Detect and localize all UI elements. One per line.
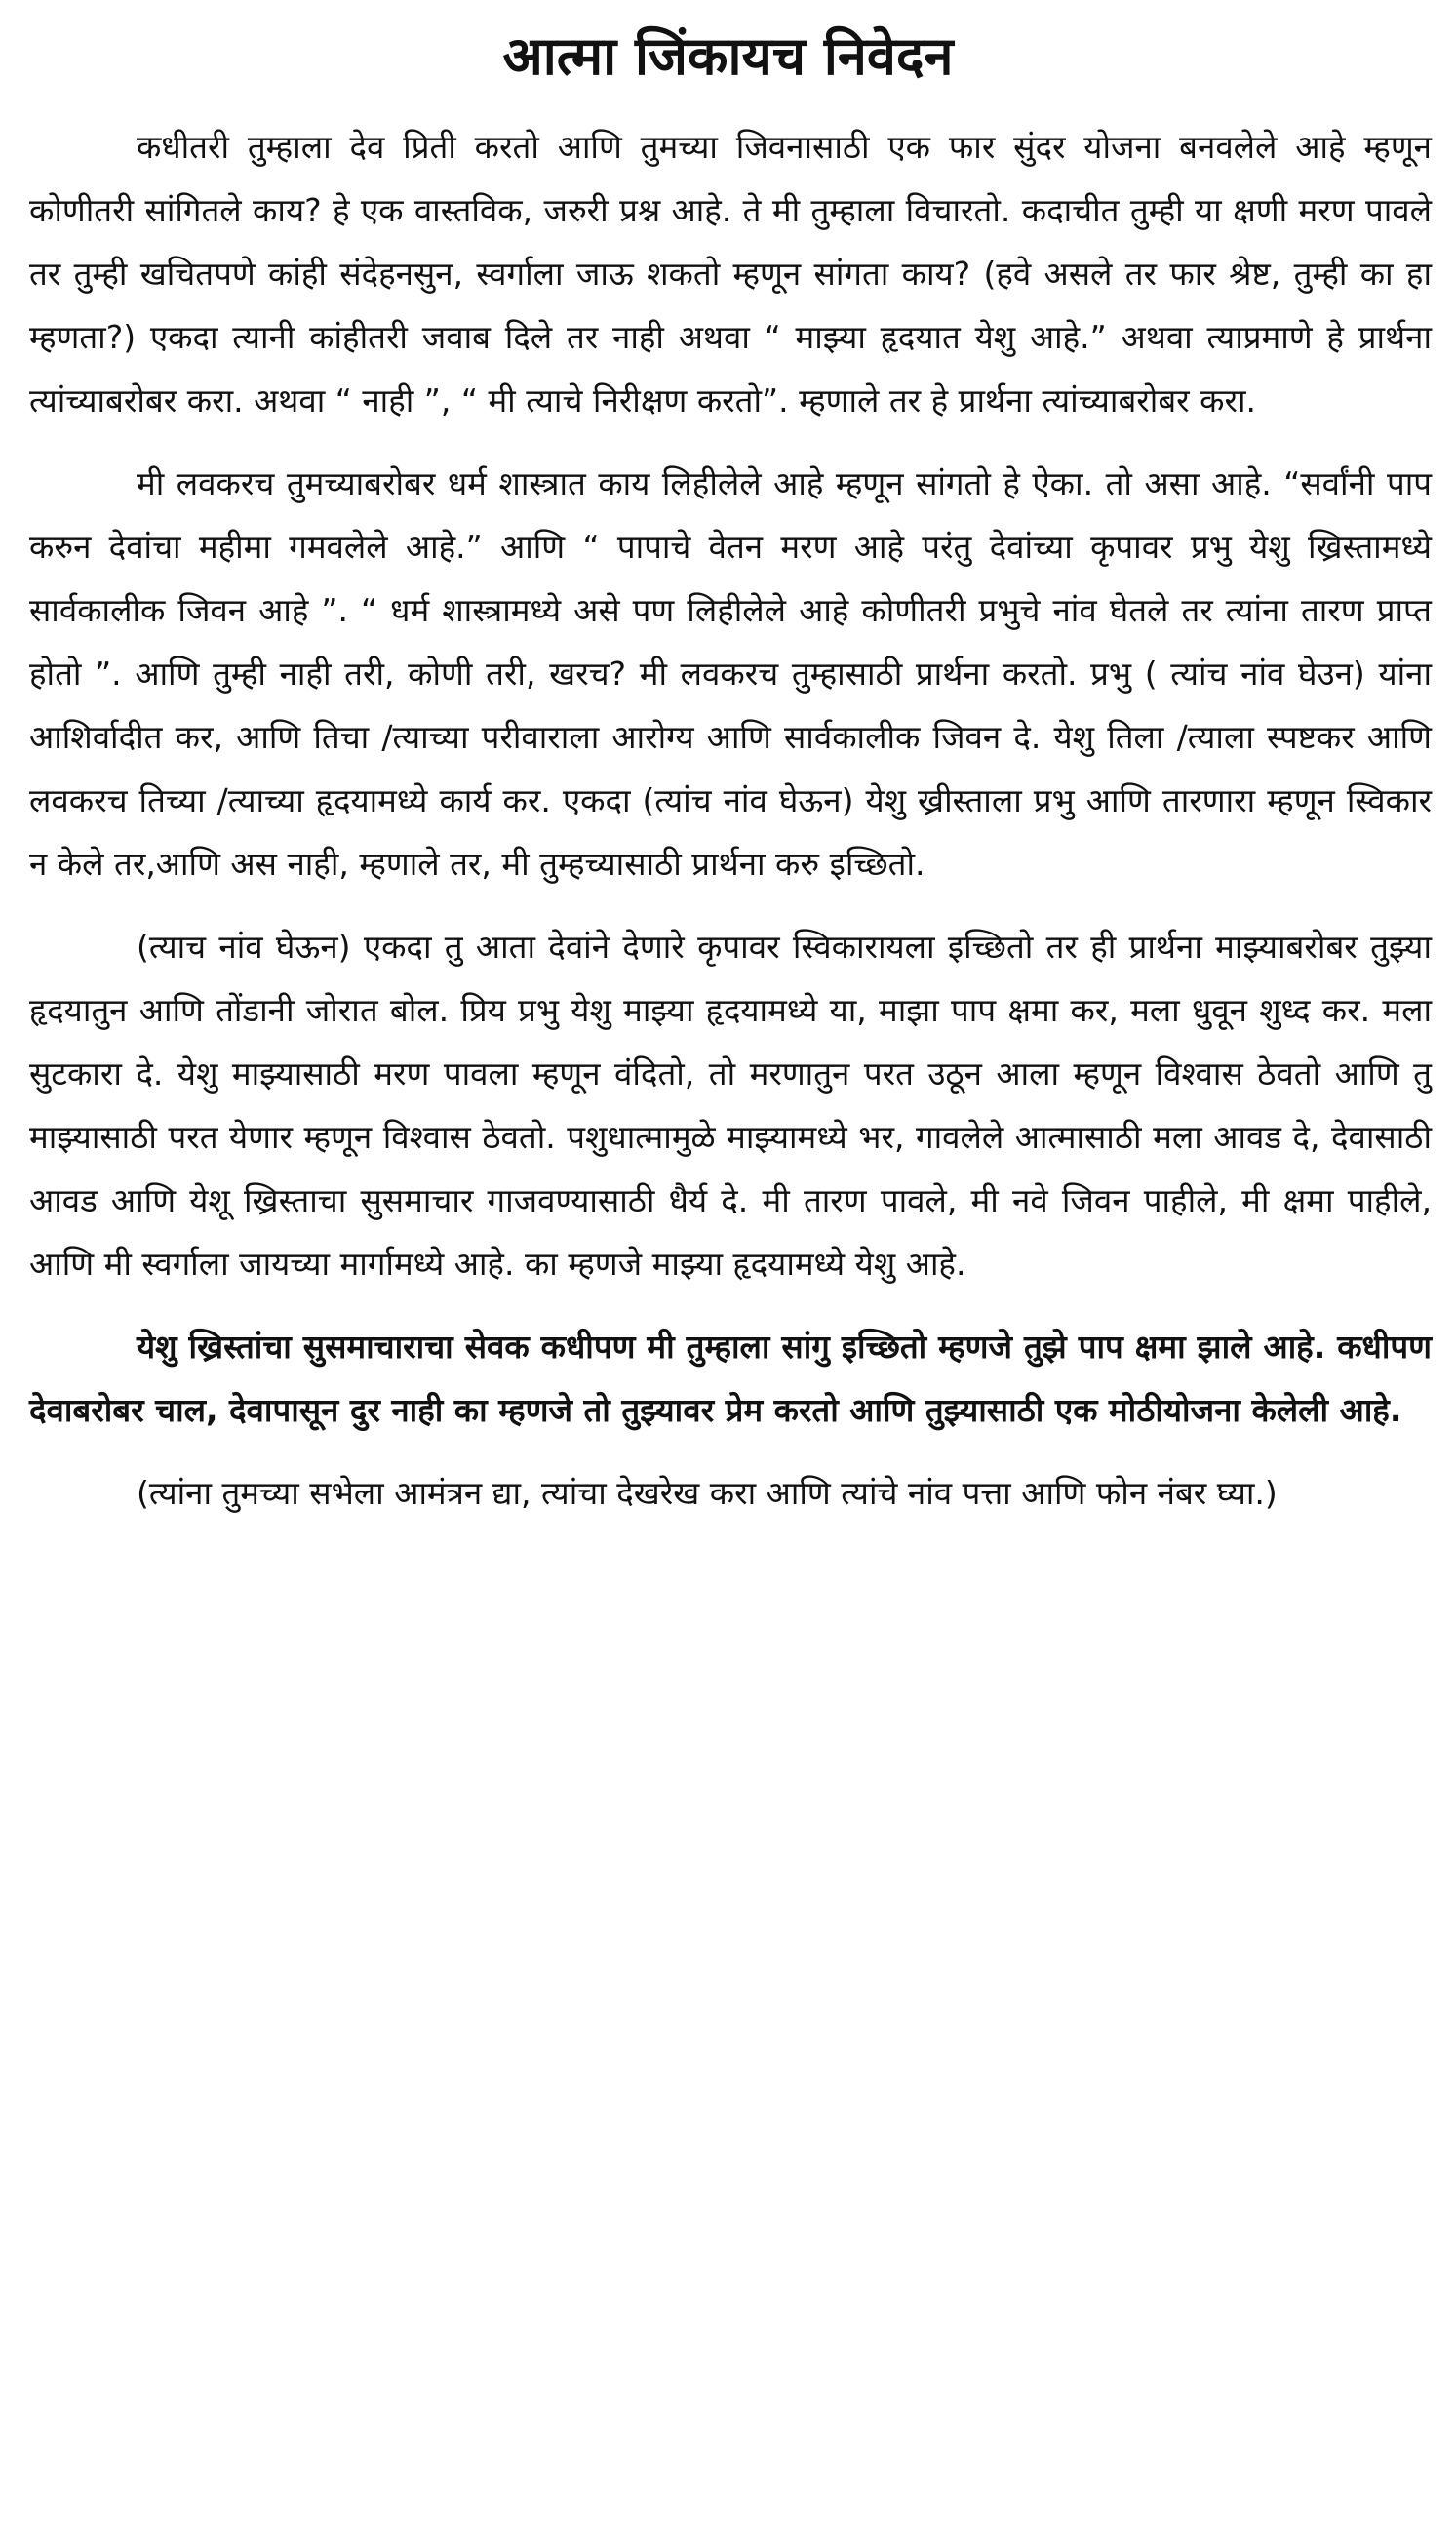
document-title: आत्मा जिंकायच निवेदन (502, 25, 954, 87)
document-body (29, 115, 1432, 1525)
paragraph-prayer: (त्याच नांव घेऊन) एकदा तु आता देवांने देणारे कृपावर स्विकारायला इच्छितो तर ही प्रार्थना माझ्याबरोबर तुझ्या हृदयातुन आणि तोंडानी जोरात बोल. प्रिय प्रभु येशु माझ्या हृदयामध्ये या, माझा पाप क्षमा कर, मला धुवून शुध्द कर. मला सुटकारा दे. येशु माझ्यासाठी मरण पावला म्हणून वंदितो, तो मरणातुन परत उठून आला म्हणून विश्वास ठेवतो आणि तु माझ्यासाठी परत येणार म्हणून विश्वास ठेवतो. पशुधात्मामुळे माझ्यामध्ये भर, गावलेले आत्मासाठी मला आवड दे, देवासाठी आवड आणि येशू ख्रिस्ताचा सुसमाचार गाजवण्यासाठी धैर्य दे. मी तारण पावले, मी नवे जिवन पाहीले, मी क्षमा पाहीले, आणि मी स्वर्गाला जायच्या मार्गामध्ये आहे. का म्हणजे माझ्या हृदयामध्ये येशु आहे. (29, 928, 1432, 1283)
paragraph-scripture: मी लवकरच तुमच्याबरोबर धर्म शास्त्रात काय लिहीलेले आहे म्हणून सांगतो हे ऐका. तो असा आहे. “सर्वांनी पाप करुन देवांचा महीमा गमवलेले आहे.” आणि “ पापाचे वेतन मरण आहे परंतु देवांच्या कृपावर प्रभु येशु ख्रिस्तामध्ये सार्वकालीक जिवन आहे ”. “ धर्म शास्त्रामध्ये असे पण लिहीलेले आहे कोणीतरी प्रभुचे नांव घेतले तर त्यांना तारण प्राप्त होतो ”. आणि तुम्ही नाही तरी, कोणी तरी, खरच? मी लवकरच तुम्हासाठी प्रार्थना करतो. प्रभु ( त्यांच नांव घेउन) यांना आशिर्वादीत कर, आणि तिचा /त्याच्या परीवाराला आरोग्य आणि सार्वकालीक जिवन दे. येशु तिला /त्याला स्पष्टकर आणि लवकरच तिच्या /त्याच्या हृदयामध्ये कार्य कर. एकदा (त्यांच नांव घेऊन) येशु ख्रीस्ताला प्रभु आणि तारणारा म्हणून स्विकार न केले तर,आणि अस नाही, म्हणाले तर, मी तुम्हच्यासाठी प्रार्थना करु इच्छितो. (29, 464, 1432, 883)
paragraph-assurance: येशु ख्रिस्तांचा सुसमाचाराचा सेवक कधीपण मी तुम्हाला सांगु इच्छितो म्हणजे तुझे पाप क्षमा झाले आहे. कधीपण देवाबरोबर चाल, देवापासून दुर नाही का म्हणजे तो तुझ्यावर प्रेम करतो आणि तुझ्यासाठी एक मोठीयोजना केलेली आहे. (29, 1328, 1432, 1429)
paragraph-followup-note: (त्यांना तुमच्या सभेला आमंत्रन द्या, त्यांचा देखरेख करा आणि त्यांचे नांव पत्ता आणि फोन नंबर घ्या.) (137, 1474, 1278, 1512)
paragraph-intro: कधीतरी तुम्हाला देव प्रिती करतो आणि तुमच्या जिवनासाठी एक फार सुंदर योजना बनवलेले आहे म्हणून कोणीतरी सांगितले काय? हे एक वास्तविक, जरुरी प्रश्न आहे. ते मी तुम्हाला विचारतो. कदाचीत तुम्ही या क्षणी मरण पावले तर तुम्ही खचितपणे कांही संदेहनसुन, स्वर्गाला जाऊ शकतो म्हणून सांगता काय? (हवे असले तर फार श्रेष्ट, तुम्ही का हा म्हणता?) एकदा त्यानी कांहीतरी जवाब दिले तर नाही अथवा “ माझ्या हृदयात येशु आहे.” अथवा त्याप्रमाणे हे प्रार्थना त्यांच्याबरोबर करा. अथवा “ नाही ”, “ मी त्याचे निरीक्षण करतो”. म्हणाले तर हे प्रार्थना त्यांच्याबरोबर करा. (29, 128, 1432, 419)
